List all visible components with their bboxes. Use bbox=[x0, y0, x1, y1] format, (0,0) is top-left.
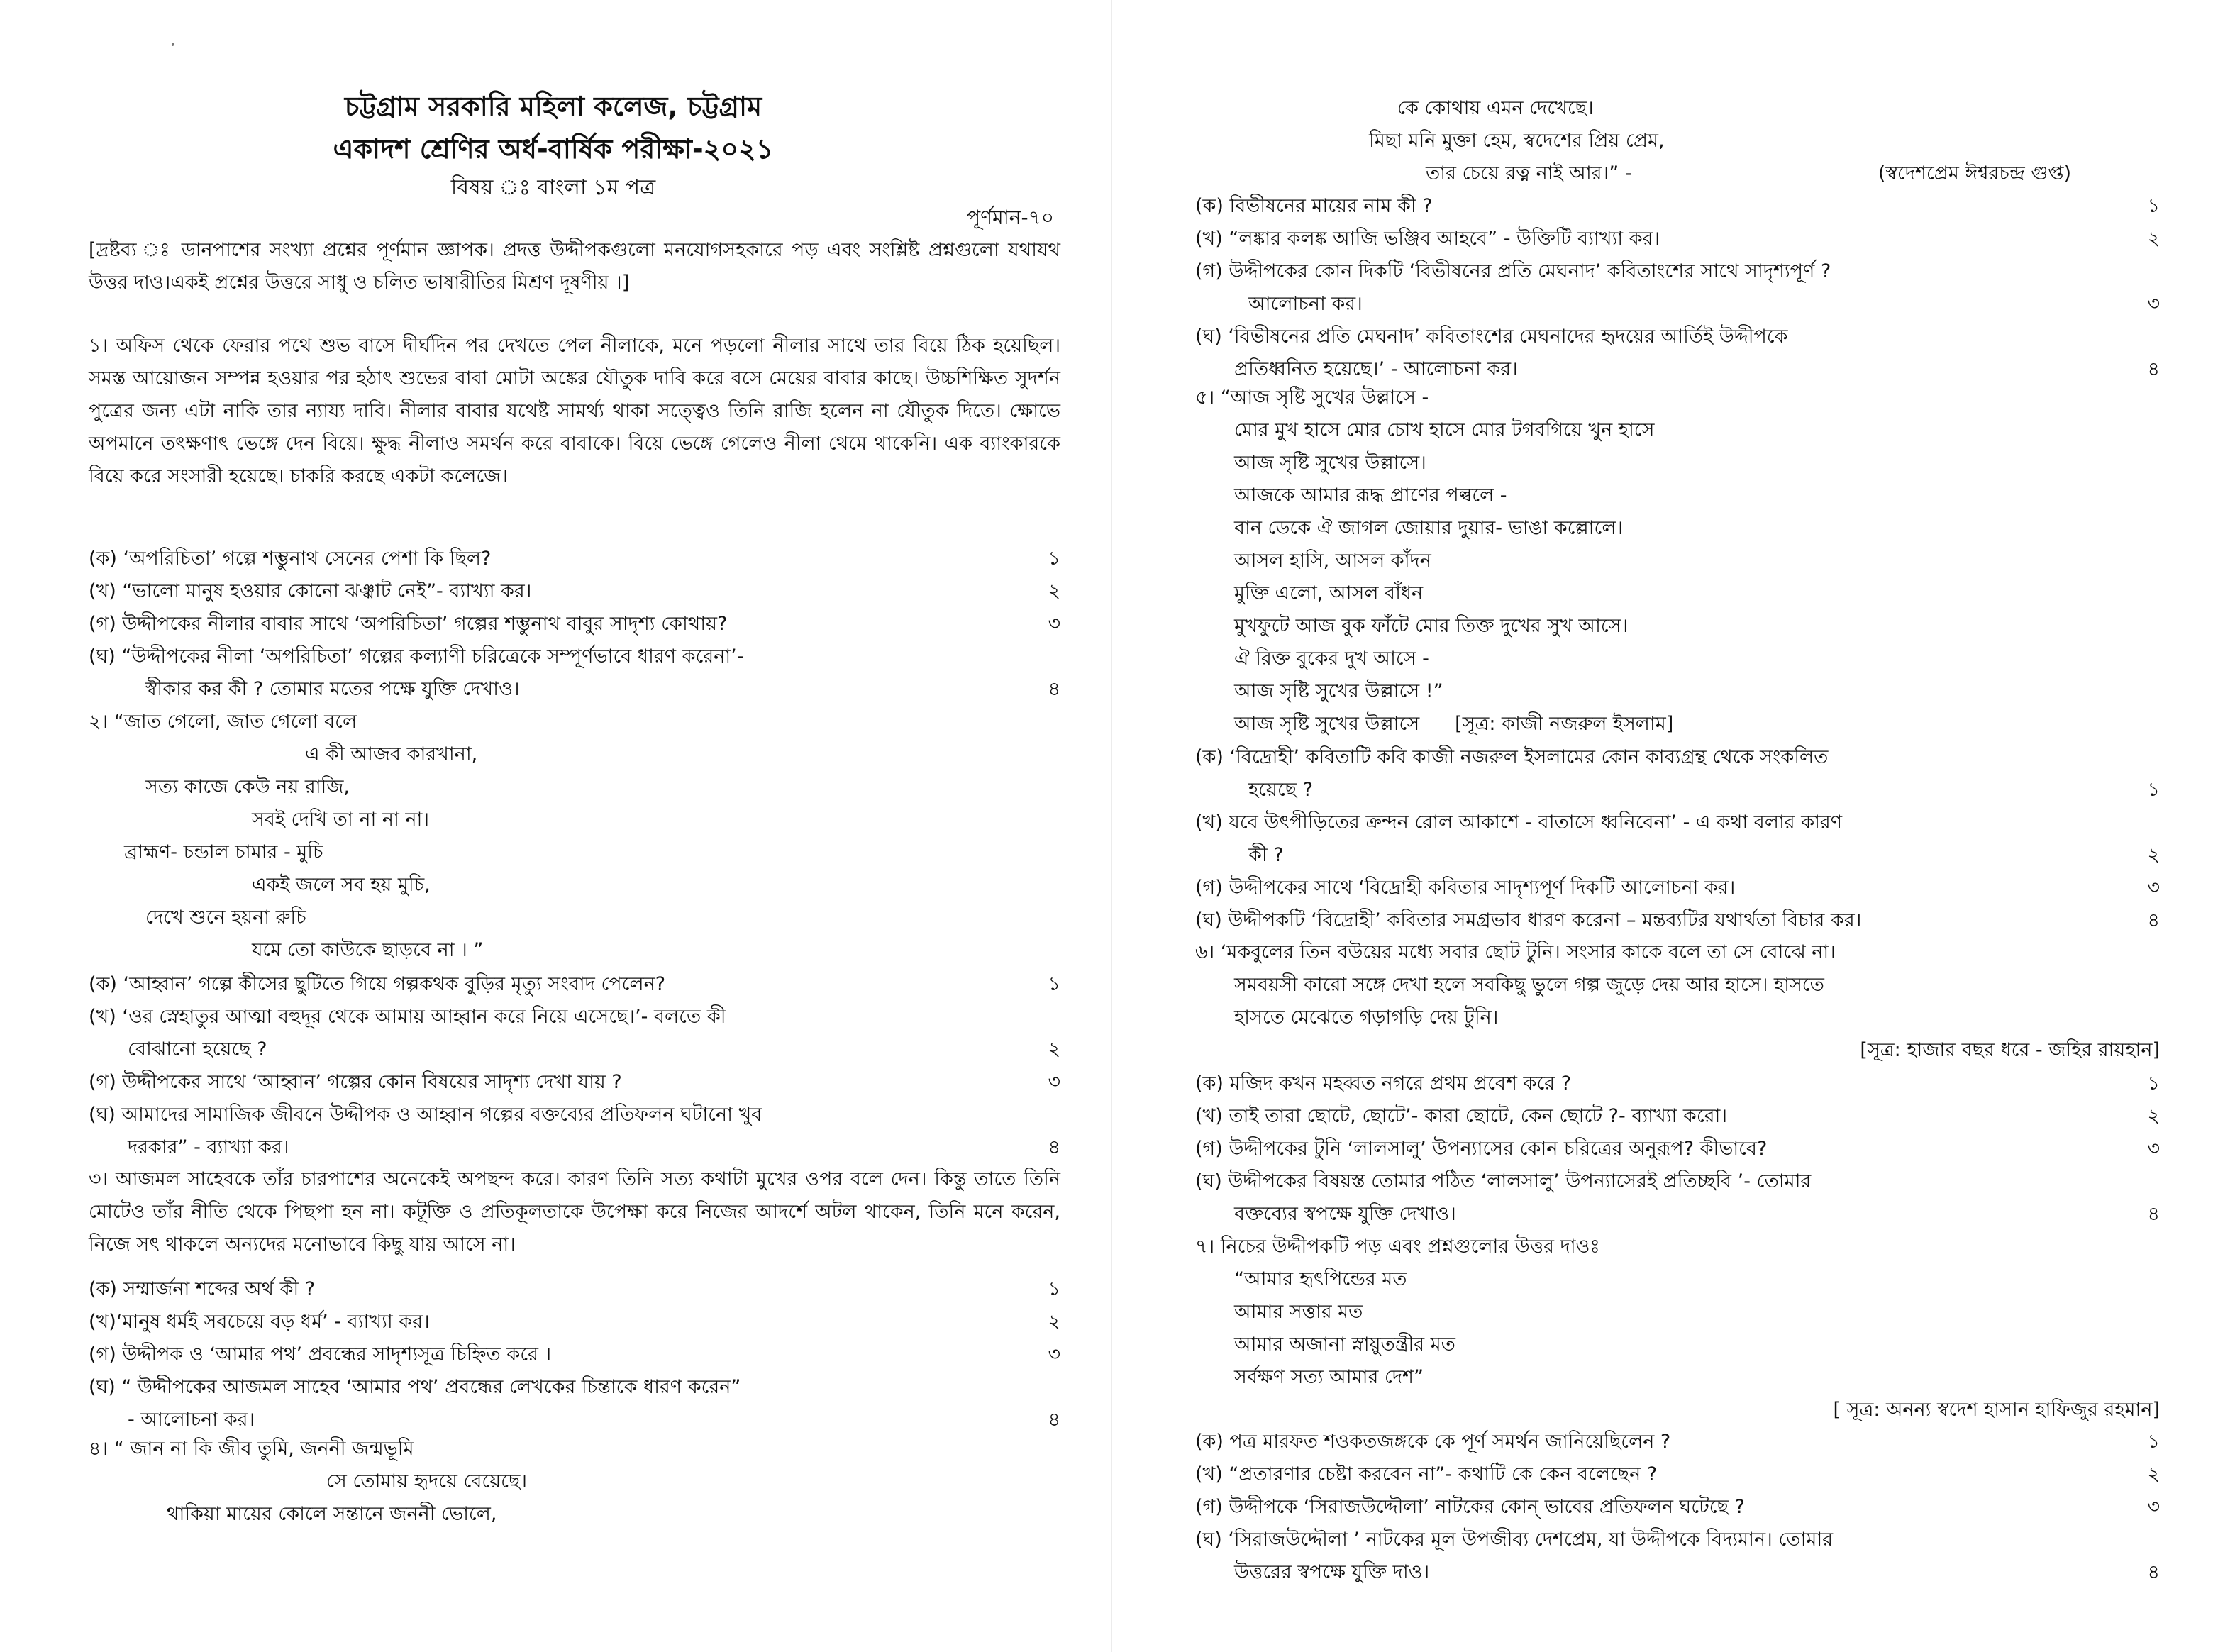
q1-gha-cont: স্বীকার কর কী ? তোমার মতের পক্ষে যুক্তি দেখাও। ৪ bbox=[89, 673, 1060, 706]
q5-kha: (খ) যবে উৎপীড়িতের ক্রন্দন রোল আকাশে - বাতাসে ধ্বনিবেনা’ - এ কথা বলার কারণ bbox=[1195, 811, 1843, 833]
q2-ka: (ক) ‘আহ্বান’ গল্পে কীসের ছুটিতে গিয়ে গল্পকথক বুড়ির মৃত্যু সংবাদ পেলেন? ১ bbox=[89, 968, 1060, 1001]
q2-gha: (ঘ) আমাদের সামাজিক জীবনে উদ্দীপক ও আহ্বান গল্পের বক্তব্যের প্রতিফলন ঘটানো খুব bbox=[89, 1104, 762, 1126]
mark: ১ bbox=[1048, 973, 1060, 995]
mark: ১ bbox=[2147, 195, 2160, 217]
q1-kha: (খ) “ভালো মানুষ হওয়ার কোনো ঝঞ্ঝাট নেই”- ব্যাখ্যা কর। ২ bbox=[89, 575, 1060, 608]
q5-ka: (ক) ‘বিদ্রোহী’ কবিতাটি কবি কাজী নজরুল ইসলামের কোন কাব্যগ্রন্থ থেকে সংকলিত bbox=[1195, 746, 1829, 768]
q5-gha: (ঘ) উদ্দীপকটি ‘বিদ্রোহী’ কবিতার সমগ্রভাব ধারণ করেনা – মন্তব্যটির যথার্থতা বিচার কর। ৪ bbox=[1195, 904, 2160, 937]
q4-gha: (ঘ) ‘বিভীষনের প্রতি মেঘনাদ’ কবিতাংশের মেঘনাদের হৃদয়ের আর্তিই উদ্দীপকে bbox=[1195, 326, 1788, 348]
q7-stimulus: ৭। নিচের উদ্দীপকটি পড় এবং প্রশ্নগুলোর উত্তর দাওঃ “আমার হৃৎপিন্ডের মত আমার সত্তার মত আমার অজানা স্নায়ুতন্ত্রীর মত সর্বক্ষণ সত্য আমার দেশ” [ সূত্র: অনন্য স্বদেশ হাসান হাফিজুর রহমান] bbox=[1195, 1231, 2160, 1426]
mark: ১ bbox=[1048, 548, 1060, 570]
q2-questions bbox=[89, 968, 1060, 1164]
q5-ga: (গ) উদ্দীপকের সাথে ‘বিদ্রোহী কবিতার সাদৃশ্যপূর্ণ দিকটি আলোচনা কর। ৩ bbox=[1195, 872, 2160, 904]
mark: ৩ bbox=[2147, 877, 2160, 899]
mark: ২ bbox=[1048, 580, 1060, 602]
q4-source: (স্বদেশপ্রেম ঈশ্বরচন্দ্র গুপ্ত) bbox=[1878, 162, 2071, 184]
q6-gha-cont: বক্তব্যের স্বপক্ষে যুক্তি দেখাও। ৪ bbox=[1195, 1198, 2160, 1231]
q4-ga-cont: আলোচনা কর। ৩ bbox=[1195, 288, 2160, 321]
mark: ১ bbox=[2147, 779, 2160, 801]
q4-ka: (ক) বিভীষনের মায়ের নাম কী ? ১ bbox=[1195, 190, 2160, 223]
q2-poem: ২। “জাত গেলো, জাত গেলো বলে এ কী আজব কারখানা, সত্য কাজে কেউ নয় রাজি, সবই দেখি তা না না না। ব্রাহ্মণ- চন্ডাল চামার - মুচি একই জলে সব হয় মুচি, দেখে শুনে হয়না রুচি যমে তো কাউকে ছাড়বে না । ” bbox=[89, 711, 484, 961]
mark: ৩ bbox=[2147, 293, 2160, 315]
mark: ১ bbox=[1048, 1278, 1060, 1300]
q4-questions bbox=[1195, 190, 2160, 386]
q3-ka: (ক) সম্মার্জনা শব্দের অর্থ কী ? ১ bbox=[89, 1273, 1060, 1306]
q2-kha: (খ) ‘ওর স্নেহাতুর আত্মা বহুদূর থেকে আমায় আহ্বান করে নিয়ে এসেছে।’- বলতে কী bbox=[89, 1006, 726, 1028]
q7-source: [ সূত্র: অনন্য স্বদেশ হাসান হাফিজুর রহমান] bbox=[1833, 1399, 2160, 1421]
mark: ২ bbox=[2147, 228, 2160, 250]
left-page bbox=[0, 0, 1107, 1652]
q7-questions bbox=[1195, 1426, 2160, 1589]
q3-ga: (গ) উদ্দীপক ও ‘আমার পথ’ প্রবন্ধের সাদৃশ্যসূত্র চিহ্নিত করে । ৩ bbox=[89, 1338, 1060, 1371]
mark: ১ bbox=[2147, 1072, 2160, 1094]
q2-ga: (গ) উদ্দীপকের সাথে ‘আহ্বান’ গল্পের কোন বিষয়ের সাদৃশ্য দেখা যায় ? ৩ bbox=[89, 1066, 1060, 1099]
q6-gha: (ঘ) উদ্দীপকের বিষয়স্ত তোমার পঠিত ‘লালসালু’ উপন্যাসেরই প্রতিচ্ছবি ’- তোমার bbox=[1195, 1170, 1812, 1192]
mark: ৪ bbox=[2147, 358, 2160, 380]
mark: ৪ bbox=[1048, 678, 1060, 700]
q6-source: [সূত্র: হাজার বছর ধরে - জহির রায়হান] bbox=[1860, 1039, 2160, 1061]
q7-ga: (গ) উদ্দীপকে ‘সিরাজউদ্দৌলা’ নাটকের কোন্ ভাবের প্রতিফলন ঘটেছে ? ৩ bbox=[1195, 1491, 2160, 1524]
q4-poem-part2: কে কোথায় এমন দেখেছে। মিছা মনি মুক্তা হেম, স্বদেশের প্রিয় প্রেম, তার চেয়ে রত্ন নাই আর।” - (স্বদেশপ্রেম ঈশ্বরচন্দ্র গুপ্ত) bbox=[1369, 92, 2185, 190]
q3-gha-cont: - আলোচনা কর। ৪ bbox=[89, 1404, 1060, 1436]
mark: ২ bbox=[1048, 1038, 1060, 1060]
college-name: চট্টগ্রাম সরকারি মহিলা কলেজ, চট্টগ্রাম bbox=[344, 91, 762, 122]
page-spine bbox=[1111, 0, 1112, 1652]
mark: ২ bbox=[2147, 844, 2160, 866]
full-marks: পূর্ণমান-৭০ bbox=[967, 206, 1054, 229]
q5-ka-cont: হয়েছে ? ১ bbox=[1195, 774, 2160, 806]
q4-poem-part1: ৪। “ জান না কি জীব তুমি, জননী জন্মভূমি সে তোমায় হৃদয়ে বেয়েছে। থাকিয়া মায়ের কোলে সন্তানে জননী ভোলে, bbox=[89, 1438, 528, 1525]
q2-gha-cont: দরকার” - ব্যাখ্যা কর। ৪ bbox=[89, 1131, 1060, 1164]
q1-questions bbox=[89, 543, 1060, 706]
q7-gha-cont: উত্তরের স্বপক্ষে যুক্তি দাও। ৪ bbox=[1195, 1556, 2160, 1589]
q2-kha-cont: বোঝানো হয়েছে ? ২ bbox=[89, 1033, 1060, 1066]
q3-questions bbox=[89, 1273, 1060, 1436]
q5-poem: ৫। “আজ সৃষ্টি সুখের উল্লাসে - মোর মুখ হাসে মোর চোখ হাসে মোর টগবগিয়ে খুন হাসে আজ সৃষ্টি সুখের উল্লাসে। আজকে আমার রূদ্ধ প্রাণের পল্বলে - বান ডেকে ঐ জাগল জোয়ার দুয়ার- ভাঙা কল্লোলে। আসল হাসি, আসল কাঁদন মুক্তি এলো, আসল বাঁধন মুখফুটে আজ বুক ফাঁটে মোর তিক্ত দুখের সুখ আসে। ঐ রিক্ত বুকের দুখ আসে - আজ সৃষ্টি সুখের উল্লাসে !” আজ সৃষ্টি সুখের উল্লাসে [সূত্র: কাজী নজরুল ইসলাম] bbox=[1195, 387, 1674, 735]
q4-kha: (খ) “লঙ্কার কলঙ্ক আজি ভঞ্জিব আহবে” - উক্তিটি ব্যাখ্যা কর। ২ bbox=[1195, 223, 2160, 255]
q5-questions bbox=[1195, 741, 2160, 937]
instructions: [দ্রষ্টব্য ঃ ডানপাশের সংখ্যা প্রশ্নের পূর্ণমান জ্ঞাপক। প্রদত্ত উদ্দীপকগুলো মনযোগসহকারে পড় এবং সংশ্লিষ্ট প্রশ্নগুলো যথাযথ উত্তর দাও।একই প্রশ্নের উত্তরে সাধু ও চলিত ভাষারীতির মিশ্রণ দূষণীয় ।] bbox=[89, 239, 1060, 294]
q5-kha-cont: কী ? ২ bbox=[1195, 839, 2160, 872]
mark: ২ bbox=[2147, 1105, 2160, 1127]
q3-gha: (ঘ) “ উদ্দীপকের আজমল সাহেব ‘আমার পথ’ প্রবন্ধের লেখকের চিন্তাকে ধারণ করেন” bbox=[89, 1376, 741, 1398]
exam-title: একাদশ শ্রেণির অর্ধ-বার্ষিক পরীক্ষা-২০২১ bbox=[333, 133, 774, 165]
exam-header bbox=[85, 85, 1021, 206]
mark: ২ bbox=[2147, 1463, 2160, 1485]
q3-kha: (খ)‘মানুষ ধর্মই সবচেয়ে বড় ধর্ম’ - ব্যাখ্যা কর। ২ bbox=[89, 1306, 1060, 1338]
q1-stimulus: ১। অফিস থেকে ফেরার পথে শুভ বাসে দীর্ঘদিন পর দেখতে পেল নীলাকে, মনে পড়লো নীলার সাথে তার বিয়ে ঠিক হয়েছিল। সমস্ত আয়োজন সম্পন্ন হওয়ার পর হঠাৎ শুভের বাবা মোটা অঙ্কের যৌতুক দাবি করে বসে মেয়ের বাবার কাছে। উচ্চশিক্ষিত সুদর্শন পুত্রের জন্য এটা নাকি তার ন্যায্য দাবি। নীলার বাবার যথেষ্ট সামর্থ্য থাকা সত্ত্বেও তিনি রাজি হলেন না যৌতুক দিতে। ক্ষোভে অপমানে তৎক্ষণাৎ ভেঙ্গে দেন বিয়ে। ক্ষুদ্ধ নীলাও সমর্থন করে বাবাকে। বিয়ে ভেঙ্গে গেলেও নীলা থেমে থাকেনি। এক ব্যাংকারকে বিয়ে করে সংসারী হয়েছে। চাকরি করছে একটা কলেজে। bbox=[89, 335, 1060, 487]
subject-title: বিষয় ঃ বাংলা ১ম পত্র bbox=[450, 175, 656, 200]
mark: ৪ bbox=[2147, 909, 2160, 931]
mark: ৪ bbox=[2147, 1203, 2160, 1225]
q4-ga: (গ) উদ্দীপকের কোন দিকটি ‘বিভীষনের প্রতি মেঘনাদ’ কবিতাংশের সাথে সাদৃশ্যপূর্ণ ? bbox=[1195, 260, 1831, 282]
q7-gha: (ঘ) ‘সিরাজউদ্দৌলা ’ নাটকের মূল উপজীব্য দেশপ্রেম, যা উদ্দীপকে বিদ্যমান। তোমার bbox=[1195, 1529, 1834, 1551]
q6-kha: (খ) তাই তারা ছোটে, ছোটে’- কারা ছোটে, কেন ছোটে ?- ব্যাখ্যা করো। ২ bbox=[1195, 1100, 2160, 1133]
mark: ৩ bbox=[1048, 1071, 1060, 1093]
mark: ৩ bbox=[1048, 1343, 1060, 1365]
q6-ka: (ক) মজিদ কখন মহব্বত নগরে প্রথম প্রবেশ করে ? ১ bbox=[1195, 1068, 2160, 1100]
q7-kha: (খ) “প্রতারণার চেষ্টা করবেন না”- কথাটি কে কেন বলেছেন ? ২ bbox=[1195, 1458, 2160, 1491]
q1-gha: (ঘ) “উদ্দীপকের নীলা ‘অপরিচিতা’ গল্পের কল্যাণী চরিত্রেকে সম্পূর্ণভাবে ধারণ করেনা’- bbox=[89, 645, 744, 667]
mark: ৩ bbox=[2147, 1138, 2160, 1160]
q5-source: [সূত্র: কাজী নজরুল ইসলাম] bbox=[1455, 713, 1674, 735]
right-page bbox=[1117, 0, 2235, 1652]
mark: ৩ bbox=[1048, 613, 1060, 635]
q4-gha-cont: প্রতিধ্বনিত হয়েছে।’ - আলোচনা কর। ৪ bbox=[1195, 353, 2160, 386]
mark: ১ bbox=[2147, 1431, 2160, 1453]
mark: ২ bbox=[1048, 1311, 1060, 1333]
mark: ৪ bbox=[1048, 1409, 1060, 1431]
mark: ৩ bbox=[2147, 1496, 2160, 1518]
q7-ka: (ক) পত্র মারফত শওকতজঙ্গকে কে পূর্ণ সমর্থন জানিয়েছিলেন ? ১ bbox=[1195, 1426, 2160, 1458]
mark: ৪ bbox=[1048, 1136, 1060, 1158]
q3-stimulus: ৩। আজমল সাহেবকে তাঁর চারপাশের অনেকেই অপছন্দ করে। কারণ তিনি সত্য কথাটা মুখের ওপর বলে দেন। কিন্তু তাতে তিনি মোটেও তাঁর নীতি থেকে পিছপা হন না। কটূক্তি ও প্রতিকূলতাকে উপেক্ষা করে নিজের আদর্শে অটল থাকেন, তিনি মনে করেন, নিজে সৎ থাকলে অন্যদের মনোভাবে কিছু যায় আসে না। bbox=[89, 1168, 1060, 1255]
q6-stimulus: ৬। ‘মকবুলের তিন বউয়ের মধ্যে সবার ছোট টুনি। সংসার কাকে বলে তা সে বোঝে না। সমবয়সী কারো সঙ্গে দেখা হলে সবকিছু ভুলে গল্প জুড়ে দেয় আর হাসে। হাসতে হাসতে মেঝেতে গড়াগড়ি দেয় টুনি। [সূত্র: হাজার বছর ধরে - জহির রায়হান] bbox=[1195, 936, 2160, 1067]
q6-ga: (গ) উদ্দীপকের টুনি ‘লালসালু’ উপন্যাসের কোন চরিত্রের অনুরূপ? কীভাবে? ৩ bbox=[1195, 1133, 2160, 1165]
q6-questions bbox=[1195, 1068, 2160, 1231]
q1-ka: (ক) ‘অপরিচিতা’ গল্পে শম্ভুনাথ সেনের পেশা কি ছিল? ১ bbox=[89, 543, 1060, 575]
mark: ৪ bbox=[2147, 1561, 2160, 1583]
q1-ga: (গ) উদ্দীপকের নীলার বাবার সাথে ‘অপরিচিতা’ গল্পের শম্ভুনাথ বাবুর সাদৃশ্য কোথায়? ৩ bbox=[89, 608, 1060, 641]
